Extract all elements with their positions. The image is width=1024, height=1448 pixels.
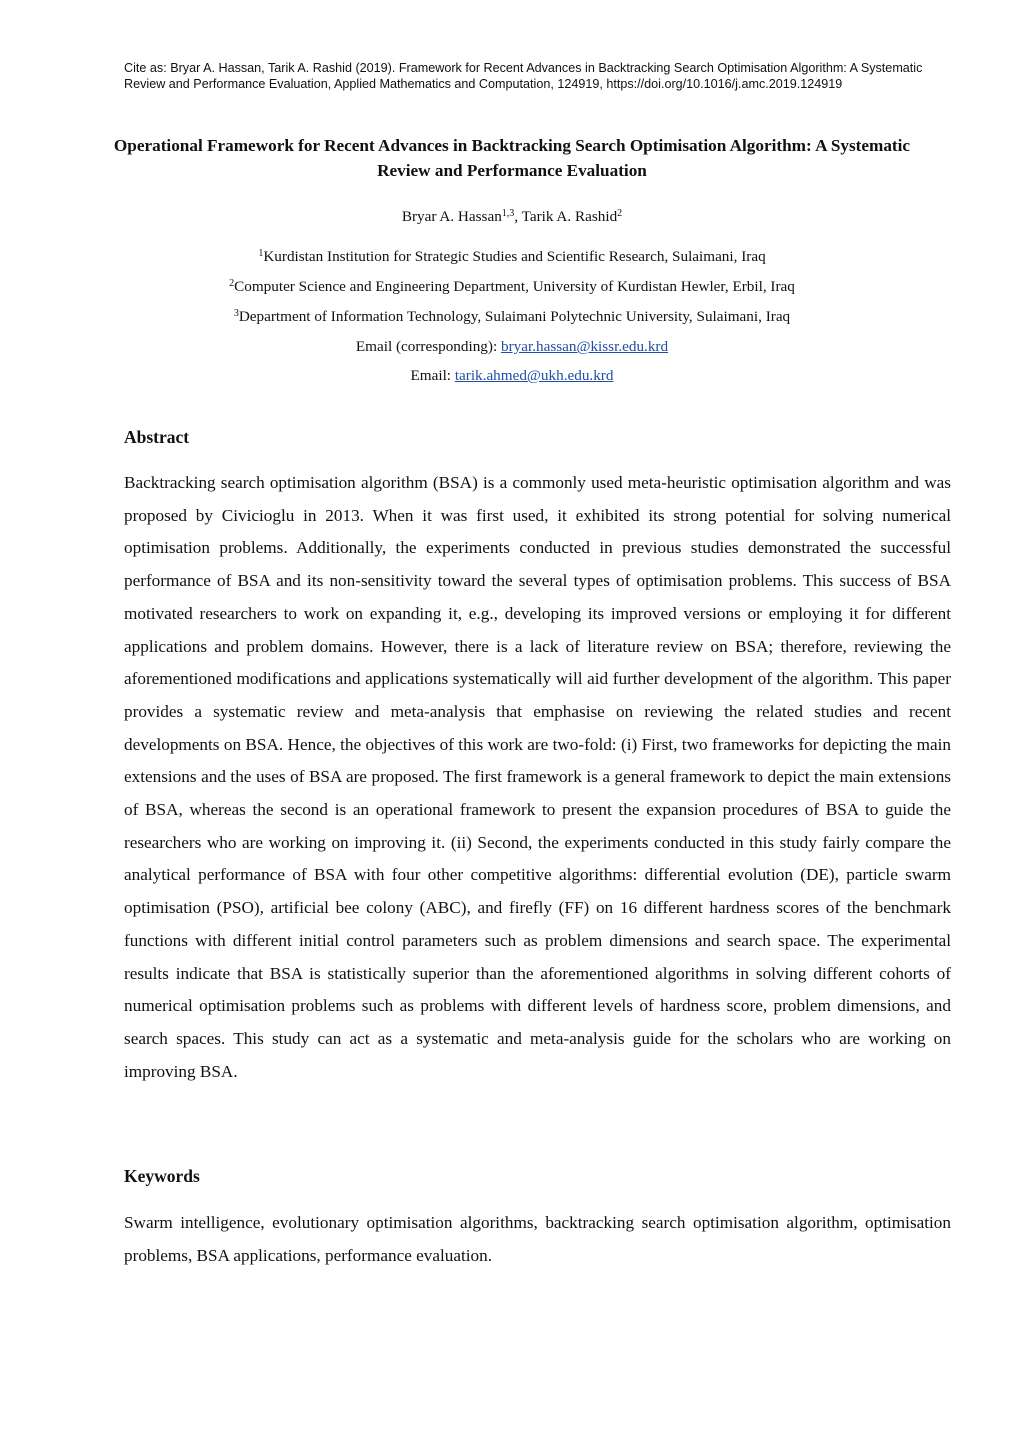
- affiliation-number: 2: [229, 278, 235, 289]
- paper-title: Operational Framework for Recent Advances in Backtracking Search Optimisation Algorithm: A Systematic Review and Performance Evaluation: [113, 136, 911, 180]
- affiliation-2: [100, 277, 924, 297]
- abstract-heading: Abstract: [124, 427, 190, 447]
- affiliation-text: Kurdistan Institution for Strategic Studies and Scientific Research, Sulaimani, Iraq: [263, 248, 766, 265]
- email-label: Email (corresponding):: [355, 338, 501, 355]
- author-name: Bryar A. Hassan: [401, 208, 502, 225]
- author-separator: ,: [514, 208, 522, 225]
- second-email-link[interactable]: tarik.ahmed@ukh.edu.krd: [454, 367, 614, 384]
- author-line: [100, 207, 924, 227]
- citation-note: Cite as: Bryar A. Hassan, Tarik A. Rashid (2019). Framework for Recent Advances in Backtracking Search Optimisation Algorithm: A Systematic Review and Performance Evaluation, Applied Mathematics and Computation, 124919, https://doi.org/10.1016/j.amc.2019.124919: [124, 61, 923, 91]
- affiliation-1: [100, 247, 924, 267]
- affiliation-3: [100, 307, 924, 327]
- abstract-body: Backtracking search optimisation algorithm (BSA) is a commonly used meta-heuristic optimisation algorithm and was proposed by Civicioglu in 2013. When it was first used, it exhibited its strong potential for solving numerical optimisation problems. Additionally, the experiments conducted in previous studies demonstrated the successful performance of BSA and its non-sensitivity toward the several types of optimisation problems. This success of BSA motivated researchers to work on expanding it, e.g., developing its improved versions or employing it for different applications and problem domains. However, there is a lack of literature review on BSA; therefore, reviewing the aforementioned modifications and applications systematically will aid further development of the algorithm. This paper provides a systematic review and meta-analysis that emphasise on reviewing the related studies and recent developments on BSA. Hence, the objectives of this work are two-fold: (i) First, two frameworks for depicting the main extensions and the uses of BSA are proposed. The first framework is a general framework to depict the main extensions of BSA, whereas the second is an operational framework to present the expansion procedures of BSA to guide the researchers who are working on improving it. (ii) Second, the experiments conducted in this study fairly compare the analytical performance of BSA with four other competitive algorithms: differential evolution (DE), particle swarm optimisation (PSO), artificial bee colony (ABC), and firefly (FF) on 16 different hardness scores of the benchmark functions with different initial control parameters such as problem dimensions and search space. The experimental results indicate that BSA is statistically superior than the aforementioned algorithms in solving different cohorts of numerical optimisation problems such as problems with different levels of hardness score, problem dimensions, and search spaces. This study can act as a systematic and meta-analysis guide for the scholars who are working on improving BSA.: [124, 473, 951, 1081]
- affiliation-number: 1: [258, 248, 264, 259]
- author-affiliation-mark: 1,3: [501, 208, 515, 219]
- keywords-heading: Keywords: [124, 1166, 200, 1186]
- affiliation-text: Computer Science and Engineering Department, University of Kurdistan Hewler, Erbil, Iraq: [234, 278, 795, 295]
- affiliation-number: 3: [233, 308, 239, 319]
- second-email-line: [100, 366, 924, 386]
- email-label: Email:: [410, 367, 455, 384]
- author-name: Tarik A. Rashid: [521, 208, 618, 225]
- keywords-body: Swarm intelligence, evolutionary optimisation algorithms, backtracking search optimisation algorithm, optimisation problems, BSA applications, performance evaluation.: [124, 1213, 951, 1265]
- corresponding-email-line: [100, 337, 924, 357]
- affiliation-text: Department of Information Technology, Sulaimani Polytechnic University, Sulaimani, Iraq: [238, 308, 791, 325]
- corresponding-email-link[interactable]: bryar.hassan@kissr.edu.krd: [500, 338, 669, 355]
- author-affiliation-mark: 2: [617, 208, 623, 219]
